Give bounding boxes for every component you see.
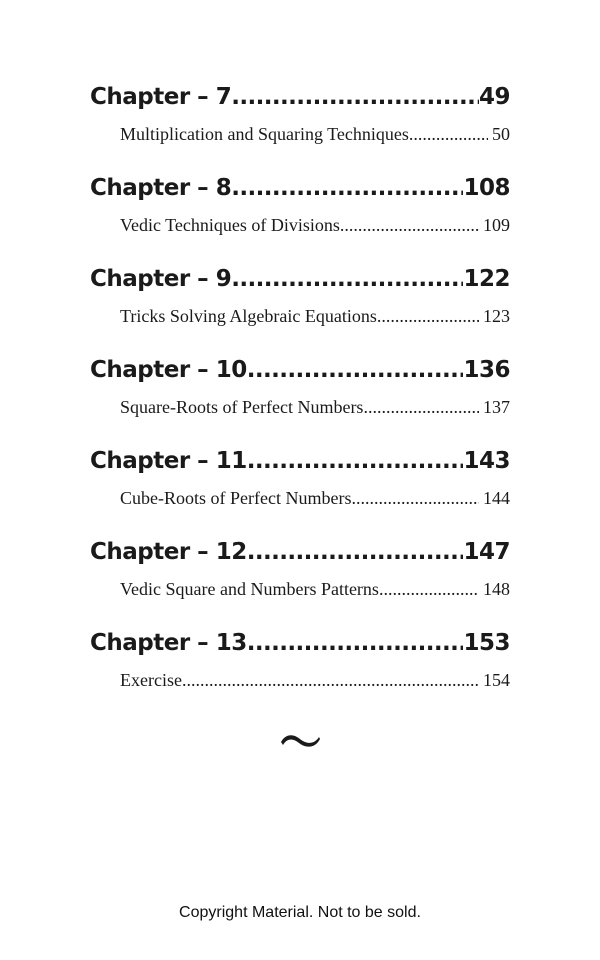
section-title: Cube-Roots of Perfect Numbers bbox=[120, 488, 352, 508]
section-line bbox=[120, 579, 510, 609]
toc-entry-chapter-9 bbox=[90, 266, 510, 357]
section-line bbox=[120, 397, 510, 427]
section-title: Square-Roots of Perfect Numbers bbox=[120, 397, 364, 417]
section-title: Vedic Techniques of Divisions bbox=[120, 215, 340, 235]
toc-entry-chapter-8 bbox=[90, 175, 510, 266]
chapter-heading bbox=[90, 266, 510, 306]
toc-entry-chapter-13 bbox=[90, 630, 510, 721]
section-line bbox=[120, 215, 510, 245]
toc-entry-chapter-11 bbox=[90, 448, 510, 539]
chapter-page-number: 153 bbox=[463, 630, 510, 656]
section-title: Vedic Square and Numbers Patterns bbox=[120, 579, 379, 599]
chapter-title: Chapter – 7 bbox=[90, 84, 232, 110]
section-title: Multiplication and Squaring Techniques bbox=[120, 124, 409, 144]
section-page-number: 109 bbox=[483, 215, 510, 235]
chapter-title: Chapter – 10 bbox=[90, 357, 247, 383]
dot-leader bbox=[247, 630, 464, 656]
section-line bbox=[120, 488, 510, 518]
section-page-number: 154 bbox=[483, 670, 510, 690]
table-of-contents bbox=[90, 84, 510, 721]
chapter-page-number: 122 bbox=[463, 266, 510, 292]
toc-entry-chapter-10 bbox=[90, 357, 510, 448]
chapter-heading bbox=[90, 84, 510, 124]
section-page-number: 137 bbox=[483, 397, 510, 417]
chapter-title: Chapter – 8 bbox=[90, 175, 232, 201]
dot-leader bbox=[351, 488, 479, 509]
chapter-title: Chapter – 12 bbox=[90, 539, 247, 565]
toc-entry-chapter-12 bbox=[90, 539, 510, 630]
dot-leader bbox=[247, 357, 464, 383]
chapter-heading bbox=[90, 175, 510, 215]
chapter-page-number: 49 bbox=[478, 84, 510, 110]
section-title: Tricks Solving Algebraic Equations bbox=[120, 306, 377, 326]
section-page-number: 148 bbox=[483, 579, 510, 599]
dot-leader bbox=[182, 670, 479, 691]
chapter-title: Chapter – 9 bbox=[90, 266, 232, 292]
section-line bbox=[120, 670, 510, 700]
chapter-title: Chapter – 13 bbox=[90, 630, 247, 656]
tilde-ornament-icon bbox=[278, 730, 322, 750]
chapter-heading bbox=[90, 448, 510, 488]
dot-leader bbox=[340, 215, 479, 236]
dot-leader bbox=[379, 579, 479, 600]
dot-leader bbox=[377, 306, 479, 327]
toc-entry-chapter-7 bbox=[90, 84, 510, 175]
copyright-notice: Copyright Material. Not to be sold. bbox=[179, 904, 421, 921]
chapter-heading bbox=[90, 630, 510, 670]
chapter-page-number: 143 bbox=[463, 448, 510, 474]
dot-leader bbox=[231, 175, 463, 201]
dot-leader bbox=[409, 124, 488, 145]
section-line bbox=[120, 306, 510, 336]
chapter-title: Chapter – 11 bbox=[90, 448, 247, 474]
chapter-page-number: 108 bbox=[463, 175, 510, 201]
dot-leader bbox=[363, 397, 479, 418]
dot-leader bbox=[247, 539, 464, 565]
chapter-page-number: 147 bbox=[463, 539, 510, 565]
dot-leader bbox=[231, 266, 463, 292]
section-page-number: 50 bbox=[492, 124, 510, 144]
section-title: Exercise bbox=[120, 670, 182, 690]
section-line bbox=[120, 124, 510, 154]
chapter-heading bbox=[90, 357, 510, 397]
chapter-page-number: 136 bbox=[463, 357, 510, 383]
dot-leader bbox=[247, 448, 464, 474]
section-page-number: 144 bbox=[483, 488, 510, 508]
dot-leader bbox=[231, 84, 479, 110]
chapter-heading bbox=[90, 539, 510, 579]
section-page-number: 123 bbox=[483, 306, 510, 326]
